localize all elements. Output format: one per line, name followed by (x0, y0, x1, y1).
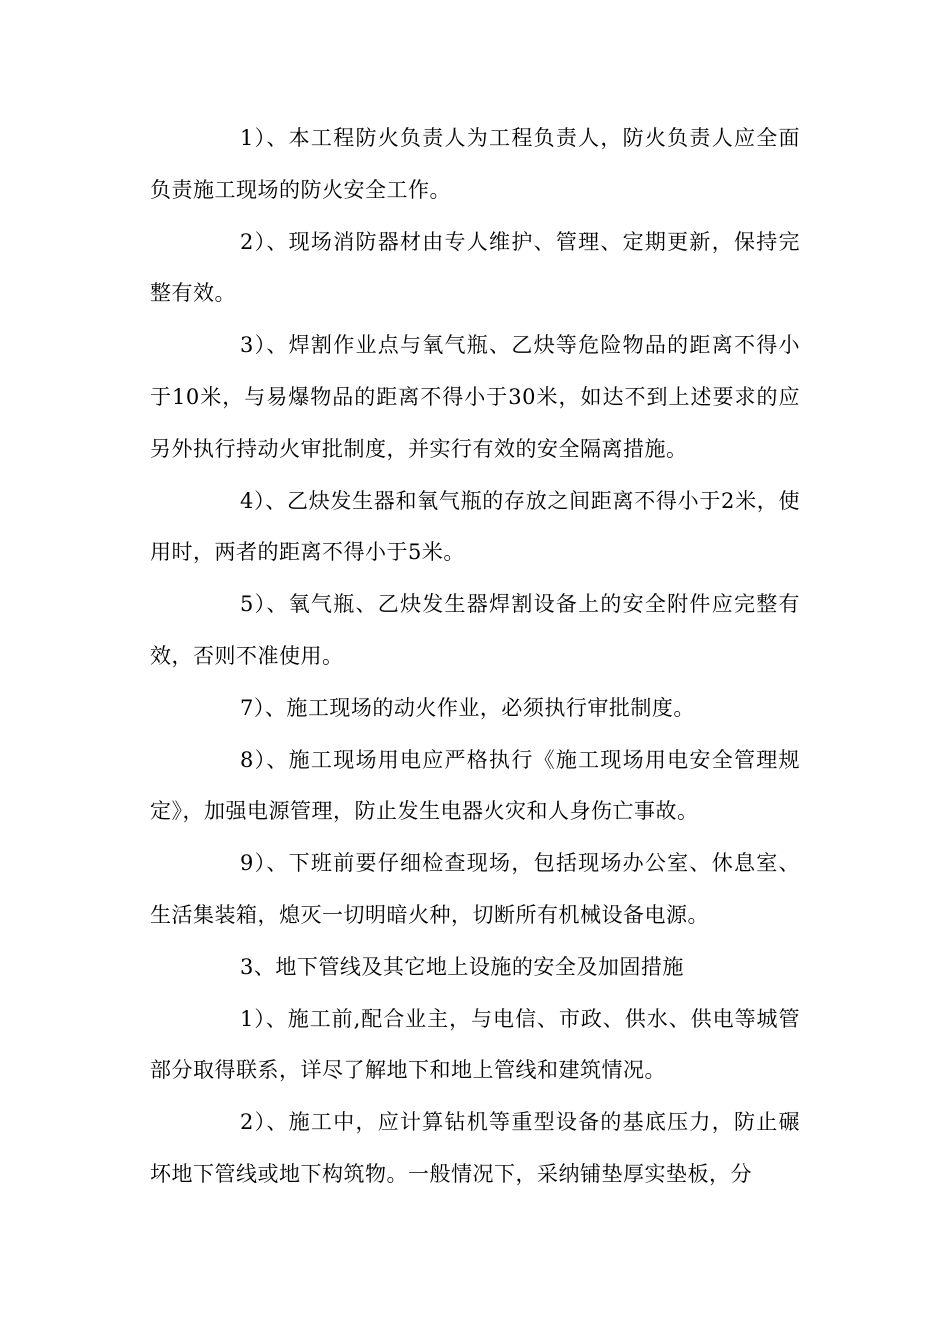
paragraph-hot-work-approval: 7）、施工现场的动火作业，必须执行审批制度。 (240, 695, 695, 720)
section-heading-underground-pipelines: 3、地下管线及其它地上设施的安全及加固措施 (240, 954, 684, 979)
document-body (150, 113, 800, 1201)
paragraph-safety-accessories: 5）、氧气瓶、乙炔发生器焊割设备上的安全附件应完整有效，否则不准使用。 (150, 592, 800, 668)
paragraph-electricity-safety: 8）、施工现场用电应严格执行《施工现场用电安全管理规定》，加强电源管理，防止发生电器火灾和人身伤亡事故。 (150, 747, 800, 824)
paragraph-fire-responsible: 1）、本工程防火负责人为工程负责人，防火负责人应全面负责施工现场的防火安全工作。 (150, 126, 800, 202)
paragraph-end-of-shift-check: 9）、下班前要仔细检查现场，包括现场办公室、休息室、生活集装箱，熄灭一切明暗火种，切断所有机械设备电源。 (150, 851, 800, 927)
paragraph-acetylene-oxygen-distance: 4）、乙炔发生器和氧气瓶的存放之间距离不得小于2米，使用时，两者的距离不得小于5米。 (150, 488, 800, 565)
paragraph-pre-construction-contact: 1）、施工前,配合业主，与电信、市政、供水、供电等城管部分取得联系，详尽了解地下和地上管线和建筑情况。 (150, 1006, 800, 1083)
paragraph-welding-distance: 3）、焊割作业点与氧气瓶、乙炔等危险物品的距离不得小于10米，与易爆物品的距离不得小于30米，如达不到上述要求的应另外执行持动火审批制度，并实行有效的安全隔离措施。 (150, 333, 800, 461)
paragraph-fire-equipment: 2）、现场消防器材由专人维护、管理、定期更新，保持完整有效。 (150, 229, 800, 306)
paragraph-heavy-equipment-pressure: 2）、施工中，应计算钻机等重型设备的基底压力，防止碾坏地下管线或地下构筑物。一般情况下，采纳铺垫厚实垫板，分 (150, 1110, 800, 1186)
